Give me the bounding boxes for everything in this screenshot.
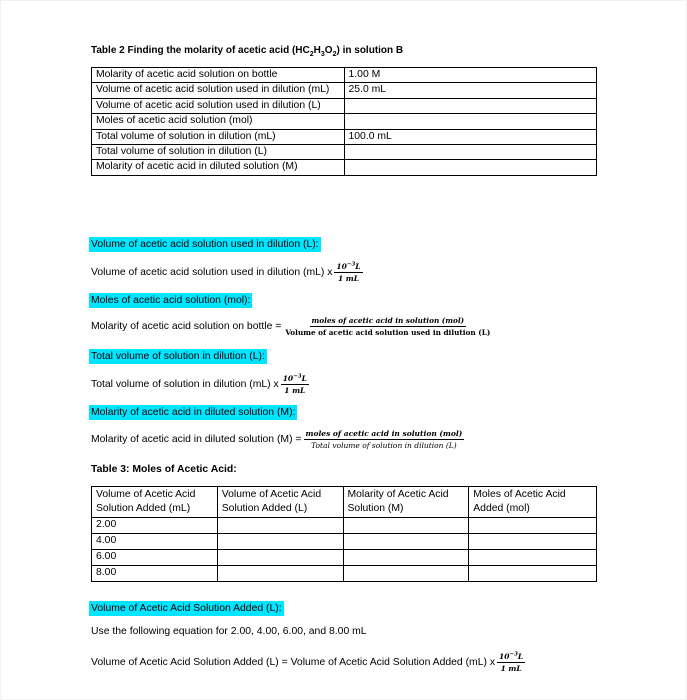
header-line: Molarity of Acetic Acid	[347, 489, 449, 500]
fraction-numerator	[281, 374, 309, 385]
fraction-denominator: 1 mL	[284, 386, 306, 395]
table-cell	[469, 565, 597, 581]
table-cell	[217, 517, 343, 533]
table-row	[92, 98, 597, 113]
table-row	[92, 533, 597, 549]
header-cell	[92, 487, 218, 518]
table-cell: Molarity of acetic acid solution on bottle	[92, 68, 345, 83]
table3	[91, 486, 597, 582]
table-cell	[343, 517, 469, 533]
num-exp: −3	[509, 651, 518, 658]
table-cell	[469, 517, 597, 533]
num-base: 10	[282, 374, 294, 383]
header-line: Solution Added (L)	[221, 503, 308, 515]
table-cell: Moles of acetic acid solution (mol)	[92, 114, 345, 129]
equation-text: Volume of Acetic Acid Solution Added (L) = Volume of Acetic Acid Solution Added (mL) x	[91, 657, 496, 668]
table-row	[92, 114, 597, 129]
fraction-denominator: Total volume of solution in dilution (L)	[311, 441, 457, 450]
fraction-numerator: moles of acetic acid in solution (mol)	[305, 429, 463, 438]
table-cell: 100.0 mL	[344, 129, 597, 144]
section-heading-moles: Moles of acetic acid solution (mol):	[91, 295, 251, 306]
num-unit: L	[517, 652, 524, 661]
title-part: Table 2 Finding the molarity of acetic acid (HC	[91, 45, 310, 56]
title-sub: 2	[332, 51, 337, 58]
header-cell	[469, 487, 597, 518]
num-unit: L	[301, 374, 307, 383]
table-row	[92, 565, 597, 581]
title-part: ) in solution B	[336, 45, 404, 56]
section-heading-molarity-diluted: Molarity of acetic acid in diluted solution (M):	[91, 407, 296, 418]
equation-acid-added	[91, 652, 525, 673]
table-cell	[344, 98, 597, 113]
equation-text: Molarity of acetic acid solution on bottle =	[91, 321, 282, 332]
num-exp: −3	[346, 261, 356, 268]
fraction-denominator: 1 mL	[337, 274, 360, 283]
table-cell: 8.00	[92, 565, 218, 581]
fraction-denominator: 1 mL	[500, 664, 522, 673]
fraction-denominator: Volume of acetic acid solution used in dilution (L)	[285, 328, 491, 337]
table-cell	[344, 114, 597, 129]
table-row	[92, 68, 597, 83]
table-cell	[343, 549, 469, 565]
table2	[91, 67, 597, 176]
equation-volume-used	[91, 262, 363, 283]
table-cell: Molarity of acetic acid in diluted solution (M)	[92, 160, 345, 175]
table-row	[92, 549, 597, 565]
title-sub: 3	[320, 51, 325, 58]
table-cell: 4.00	[92, 533, 218, 549]
equation-moles	[91, 316, 492, 337]
table-cell	[344, 160, 597, 175]
table3-title: Table 3: Moles of Acetic Acid:	[91, 464, 237, 475]
table-cell: 6.00	[92, 549, 218, 565]
header-cell	[343, 487, 469, 518]
table-cell	[469, 549, 597, 565]
fraction-numerator	[334, 262, 362, 273]
conversion-fraction	[334, 262, 362, 283]
header-line: Solution (M)	[347, 503, 404, 515]
molarity-fraction	[304, 429, 465, 450]
equation-text: Total volume of solution in dilution (mL) x	[91, 379, 279, 390]
title-sub: 2	[309, 51, 314, 58]
equation-text: Molarity of acetic acid in diluted solution (M) =	[91, 434, 302, 445]
fraction-numerator	[497, 652, 525, 663]
table-cell: 1.00 M	[344, 68, 597, 83]
conversion-fraction	[281, 374, 309, 395]
section-heading-volume-used: Volume of acetic acid solution used in dilution (L):	[91, 239, 319, 250]
table-row	[92, 145, 597, 160]
table-row	[92, 160, 597, 175]
num-base: 10	[336, 262, 347, 271]
table-cell	[217, 533, 343, 549]
equation-text: Volume of acetic acid solution used in dilution (mL) x	[91, 267, 333, 278]
table-cell: Total volume of solution in dilution (L)	[92, 145, 345, 160]
table-row	[92, 129, 597, 144]
equation-total-volume	[91, 374, 309, 395]
header-line: Volume of Acetic Acid	[96, 489, 196, 500]
table-cell	[469, 533, 597, 549]
table-header-row	[92, 487, 597, 518]
title-part: H	[313, 45, 321, 56]
conversion-fraction	[497, 652, 525, 673]
header-cell	[217, 487, 343, 518]
instruction-text: Use the following equation for 2.00, 4.00, 6.00, and 8.00 mL	[91, 626, 367, 637]
num-exp: −3	[293, 373, 302, 380]
table-cell: Volume of acetic acid solution used in dilution (L)	[92, 98, 345, 113]
table-cell	[217, 565, 343, 581]
section-heading-total-volume: Total volume of solution in dilution (L):	[91, 351, 265, 362]
fraction-numerator: moles of acetic acid in solution (mol)	[311, 316, 465, 325]
table-cell: Volume of acetic acid solution used in dilution (mL)	[92, 83, 345, 98]
table-cell	[343, 533, 469, 549]
num-base: 10	[499, 652, 510, 661]
num-unit: L	[355, 262, 361, 271]
table-cell: Total volume of solution in dilution (mL)	[92, 129, 345, 144]
table-row	[92, 517, 597, 533]
table-cell: 2.00	[92, 517, 218, 533]
table-cell	[343, 565, 469, 581]
header-line: Solution Added (mL)	[96, 503, 191, 515]
table-cell	[344, 145, 597, 160]
table-cell: 25.0 mL	[344, 83, 597, 98]
equation-molarity-diluted	[91, 429, 464, 450]
section-heading-acid-added: Volume of Acetic Acid Solution Added (L):	[91, 603, 282, 614]
header-line: Volume of Acetic Acid	[221, 489, 322, 500]
table2-title	[91, 45, 403, 58]
table-cell	[217, 549, 343, 565]
header-line: Moles of Acetic Acid	[473, 489, 566, 500]
moles-fraction	[283, 316, 492, 337]
header-line: Added (mol)	[473, 503, 530, 515]
title-part: O	[324, 45, 333, 56]
table-row	[92, 83, 597, 98]
